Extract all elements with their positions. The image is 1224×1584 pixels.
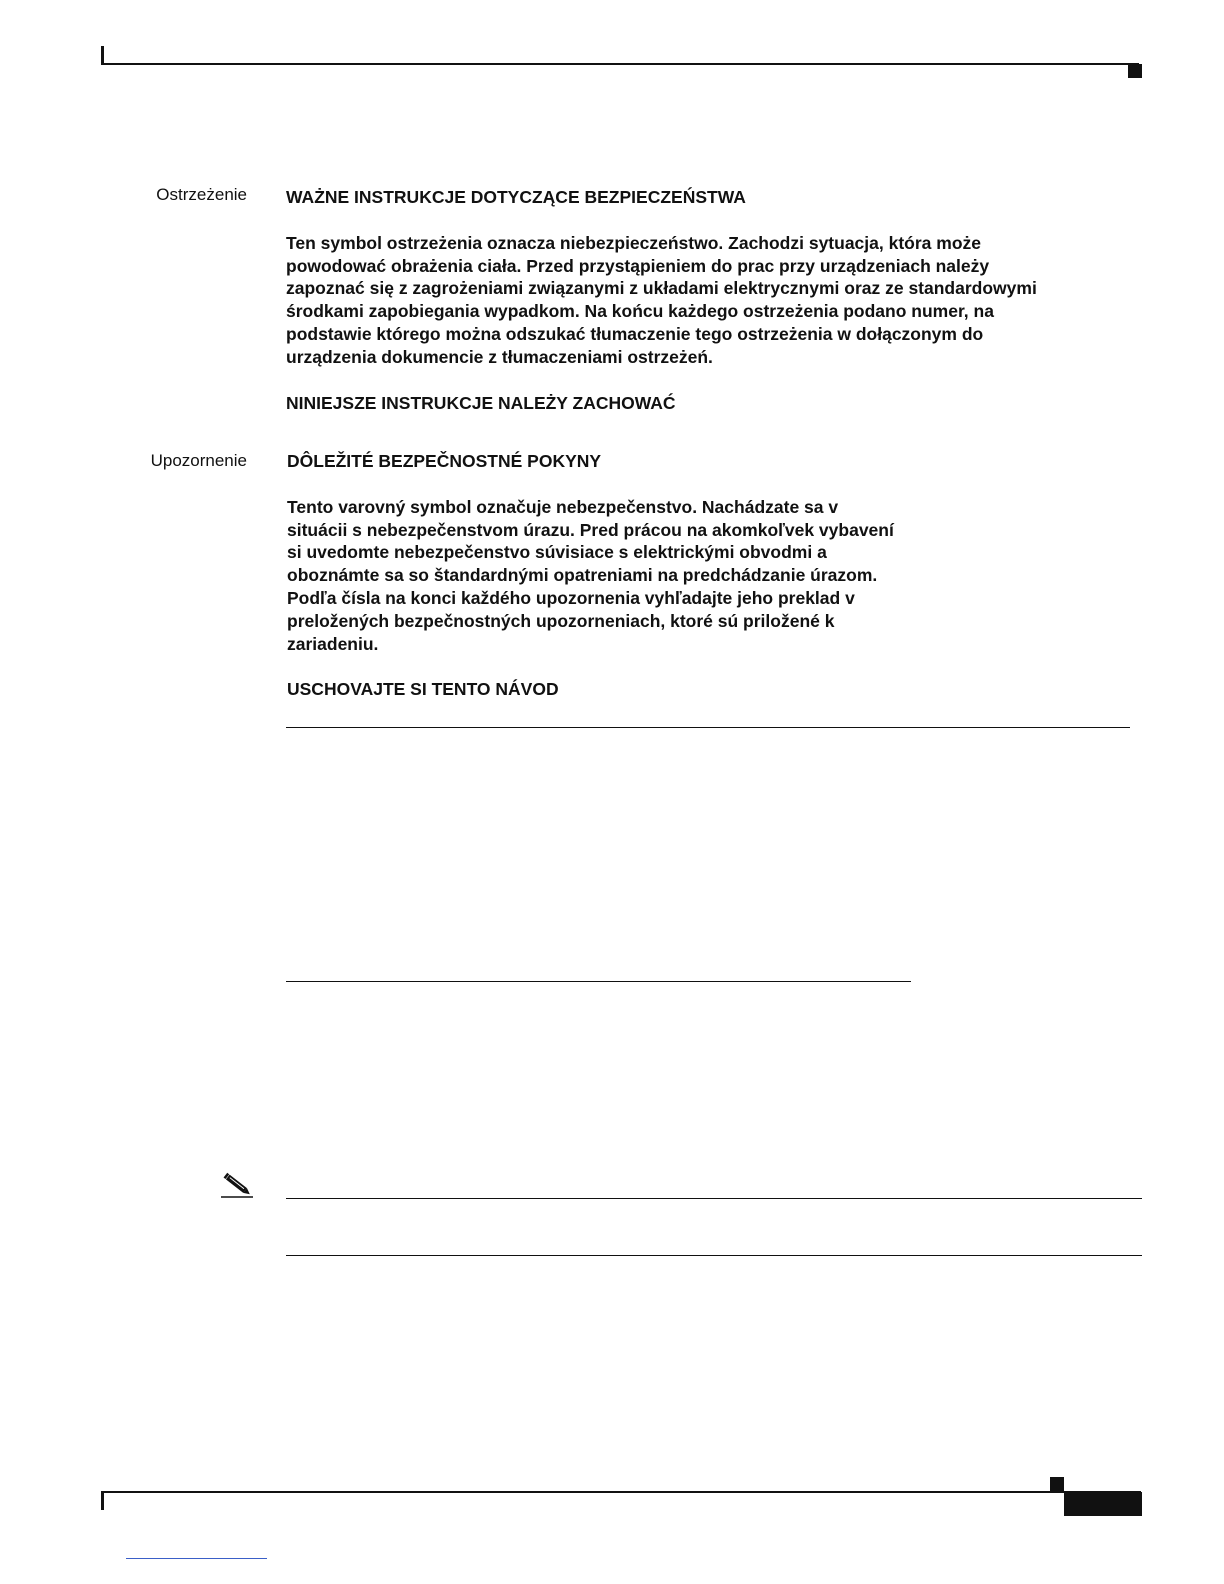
warning-body	[287, 496, 987, 656]
pencil-note-icon	[219, 1172, 255, 1200]
warning-line: oboznámte sa so štandardnými opatreniami na predchádzanie úrazom.	[287, 565, 878, 586]
warning-title: DÔLEŽITÉ BEZPEČNOSTNÉ POKYNY	[287, 451, 602, 471]
note-top-rule	[286, 1198, 1142, 1199]
warning-line: środkami zapobiegania wypadkom. Na końcu każdego ostrzeżenia podano numer, na	[286, 301, 994, 322]
section-rule	[286, 981, 911, 982]
footer-link-underline[interactable]	[126, 1558, 267, 1559]
warning-line: zariadeniu.	[287, 633, 379, 654]
warning-label-polish: Ostrzeżenie	[156, 185, 247, 204]
warning-line: si uvedomte nebezpečenstvo súvisiace s elektrickými obvodmi a	[287, 542, 827, 563]
warning-title: WAŻNE INSTRUKCJE DOTYCZĄCE BEZPIECZEŃSTWA	[286, 187, 746, 207]
footer-tick-mark	[101, 1493, 104, 1510]
footer-square-mark	[1050, 1477, 1064, 1491]
warning-line: preložených bezpečnostných upozorneniach, ktoré sú priložené k	[287, 610, 835, 631]
note-bottom-rule	[286, 1255, 1142, 1256]
header-rule	[101, 63, 1139, 65]
warning-footer: NINIEJSZE INSTRUKCJE NALEŻY ZACHOWAĆ	[286, 392, 676, 413]
header-corner-mark	[1128, 64, 1142, 78]
warning-line: situácii s nebezpečenstvom úrazu. Pred prácou na akomkoľvek vybavení	[287, 519, 894, 540]
footer-rule	[101, 1491, 1141, 1493]
warning-body	[286, 232, 1116, 369]
warning-line: Podľa čísla na konci každého upozornenia vyhľadajte jeho preklad v	[287, 587, 855, 608]
warning-label-slovak: Upozornenie	[150, 451, 247, 470]
warning-block-slovak	[287, 450, 987, 701]
warning-block-polish	[286, 186, 1116, 414]
section-rule	[286, 727, 1130, 728]
warning-line: podstawie którego można odszukać tłumaczenie tego ostrzeżenia w dołączonym do	[286, 323, 984, 344]
warning-footer: USCHOVAJTE SI TENTO NÁVOD	[287, 679, 559, 700]
footer-page-tab	[1064, 1492, 1142, 1516]
warning-line: powodować obrażenia ciała. Przed przystąpieniem do prac przy urządzeniach należy	[286, 255, 990, 276]
warning-line: Tento varovný symbol označuje nebezpečenstvo. Nachádzate sa v	[287, 496, 839, 517]
warning-line: zapoznać się z zagrożeniami związanymi z układami elektrycznymi oraz ze standardowymi	[286, 278, 1037, 299]
warning-line: Ten symbol ostrzeżenia oznacza niebezpieczeństwo. Zachodzi sytuacja, która może	[286, 232, 982, 253]
warning-line: urządzenia dokumencie z tłumaczeniami ostrzeżeń.	[286, 346, 713, 367]
